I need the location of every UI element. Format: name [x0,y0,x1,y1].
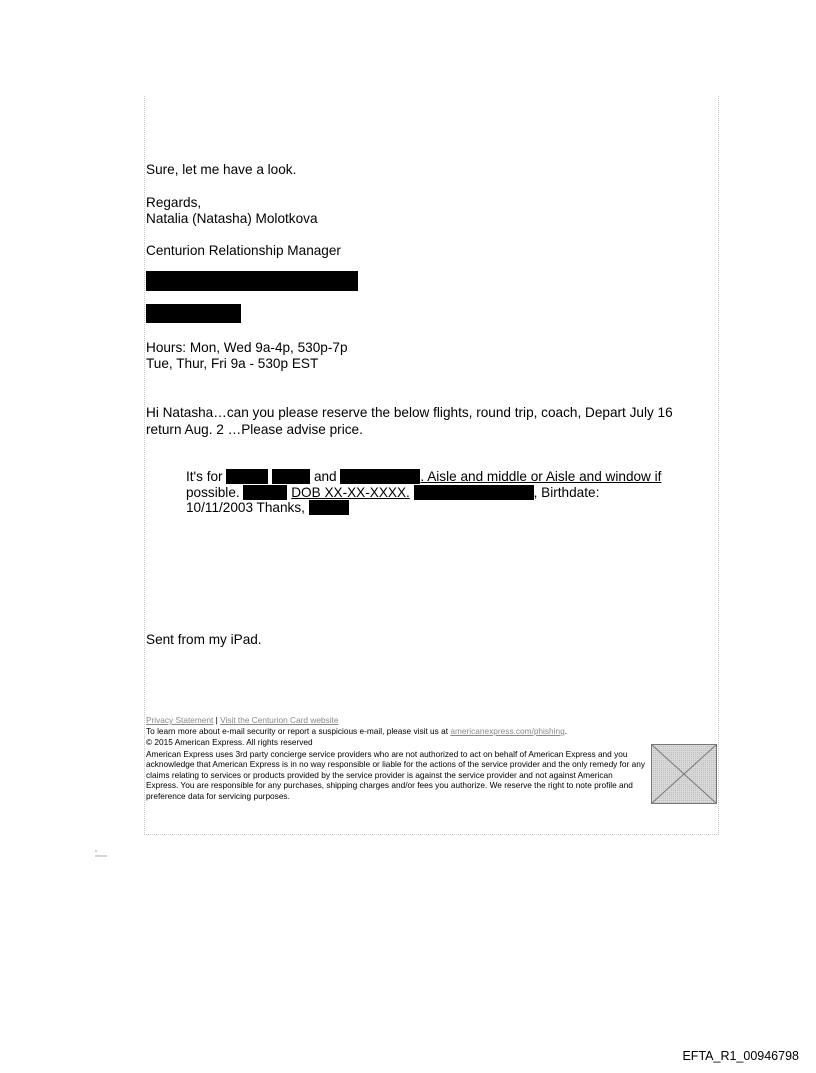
redaction-block [340,469,420,484]
hours-line: Tue, Thur, Fri 9a - 530p EST [146,356,319,371]
page-mark-icon [94,848,108,858]
redaction-block [146,304,241,323]
passenger-line: It's for and . Aisle and middle or Aisle and window if [186,469,662,484]
hours-line: Hours: Mon, Wed 9a-4p, 530p-7p [146,340,348,355]
redaction-block [243,485,287,500]
sender-title: Centurion Relationship Manager [146,243,341,258]
privacy-statement-link[interactable]: Privacy Statement [146,715,214,725]
centurion-website-link[interactable]: Visit the Centurion Card website [220,715,339,725]
redaction-block [309,500,349,515]
disclaimer: American Express uses 3rd party concierge service providers who are not authorized to act on behalf of American Express and you acknowledge that American Express is in no way responsible or liable for the actions of the service provider and the only remedy for any claims relating to services or products provided by the service provider is against the service provider and not against American Express. You are responsible for any purchases, shipping charges and/or fees you authorize. We reserve the right to note profile and preference data for servicing purposes. [146,749,645,801]
request-line: return Aug. 2 …Please advise price. [146,422,363,437]
reply-greeting: Sure, let me have a look. [146,162,297,177]
redaction-block [272,469,310,484]
document-id: EFTA_R1_00946798 [682,1049,799,1063]
phishing-link[interactable]: americanexpress.com/phishing [450,726,565,736]
security-notice: To learn more about e-mail security or report a suspicious e-mail, please visit us at americanexpress.com/phishing. [146,726,568,736]
redaction-block [146,271,358,291]
sender-name: Natalia (Natasha) Molotkova [146,211,318,226]
passenger-paragraph [186,469,696,516]
redaction-block [414,485,534,500]
passenger-line: 10/11/2003 Thanks, [186,500,696,516]
signoff: Sent from my iPad. [146,632,262,647]
redaction-block [226,469,268,484]
footer-links: Privacy Statement | Visit the Centurion Card website [146,715,339,725]
image-placeholder-icon [651,744,717,804]
passenger-line: possible. DOB XX-XX-XXXX. , Birthdate: [186,484,600,500]
request-line: Hi Natasha…can you please reserve the below flights, round trip, coach, Depart July 16 [146,405,673,420]
regards-label: Regards, [146,195,202,210]
copyright: © 2015 American Express. All rights reserved [146,737,313,747]
